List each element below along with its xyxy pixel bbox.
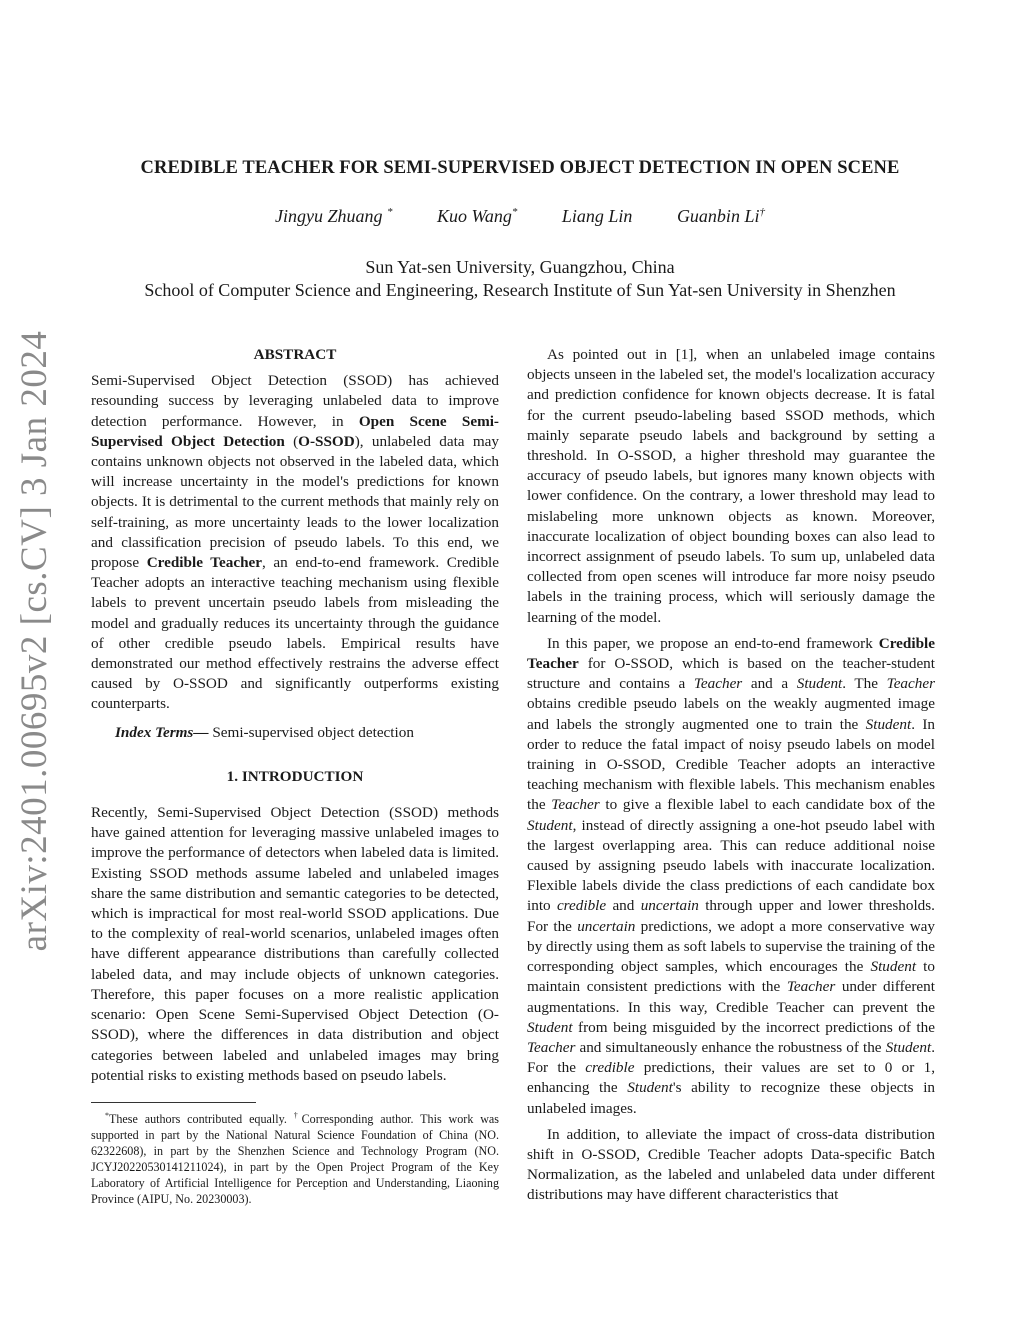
author bbox=[437, 206, 517, 226]
affiliation bbox=[60, 256, 980, 302]
author-name: Kuo Wang bbox=[437, 206, 512, 226]
right-column bbox=[527, 345, 935, 1206]
footnote: *These authors contributed equally. †Corresponding author. This work was supported in part by the National Natural Science Foundation of China (NO. 62322608), in part by the Shenzhen Science and Technology Program (NO. JCYJ20220530141211024), in part by the Open Project Program of the Key Laboratory of Artificial Intelligence for Perception and Understanding, Liaoning Province (AIPU, No. 20230003). bbox=[91, 1110, 500, 1206]
author bbox=[562, 206, 633, 226]
body-paragraph: In addition, to alleviate the impact of cross-data distribution shift in O-SSOD, Credible Teacher adopts Data-specific Batch Normalization, as the labeled and unlabeled data under different distributions may have different characteristics that bbox=[527, 1125, 935, 1204]
body-paragraph: As pointed out in [1], when an unlabeled image contains objects unseen in the labeled set, the model's localization accuracy and prediction confidence for known objects decrease. It is fatal for the current pseudo-labeling based SSOD methods, which mainly separate pseudo labels and background by setting a threshold. In O-SSOD, a higher threshold may guarantee the accuracy of pseudo labels, but ignores many known objects with lower confidence. On the contrary, a lower threshold may lead to mislabeling more unknown objects as known. Moreover, inaccurate localization of object bounding boxes can also lead to incorrect assignment of pseudo labels. To sum up, unlabeled data collected from open scenes will introduce far more noisy pseudo labels in the training process, which will seriously damage the learning of the model. bbox=[527, 346, 935, 626]
author bbox=[275, 206, 393, 226]
author-mark: † bbox=[759, 206, 765, 218]
index-terms: Index Terms— Semi-supervised object detection bbox=[115, 723, 414, 741]
footnote-divider bbox=[91, 1102, 256, 1103]
introduction-paragraph: Recently, Semi-Supervised Object Detection (SSOD) methods have gained attention for leveraging massive unlabeled images to improve the performance of detectors when labeled data is limited. Existing SSOD methods assume labeled and unlabeled images share the same distribution and semantic categories to be detected, which is impractical for most real-world SSOD applications. Due to the complexity of real-world scenarios, unlabeled images often have different appearance distributions than carefully collected labeled data, and may include objects of unknown categories. Therefore, this paper focuses on a more realistic application scenario: Open Scene Semi-Supervised Object Detection (O-SSOD), where the differences in data distribution and object categories between labeled and unlabeled images may bring potential risks to existing methods based on pseudo labels. bbox=[91, 804, 499, 1084]
index-terms-label: Index Terms— bbox=[115, 723, 209, 741]
term-o-ssod: O-SSOD bbox=[298, 432, 355, 450]
author-mark: * bbox=[511, 206, 518, 218]
term-o-ssod-full: Open Scene Semi-Supervised Object Detection bbox=[91, 412, 499, 450]
body-paragraph: In this paper, we propose an end-to-end framework Credible Teacher for O-SSOD, which is based on the teacher-student structure and contains a Teacher and a Student. The Teacher obtains credible pseudo labels on the weakly augmented image and labels the strongly augmented one to train the Student. In order to reduce the fatal impact of noisy pseudo labels on model training in O-SSOD, Credible Teacher adopts an interactive teaching mechanism with flexible labels. This mechanism enables the Teacher to give a flexible label to each candidate box of the Student, instead of directly assigning a one-hot pseudo label with the largest overlapping area. This can reduce additional noise caused by assigning pseudo labels with inaccurate localization. Flexible labels divide the class predictions of each candidate box into credible and uncertain through upper and lower thresholds. For the uncertain predictions, we adopt a more conservative way by directly using them as soft labels to supervise the training of the corresponding object samples, which encourages the Student to maintain consistent predictions with the Teacher under different augmentations. In this way, Credible Teacher can prevent the Student from being misguided by the incorrect predictions of the Teacher and simultaneously enhance the robustness of the Student. For the credible predictions, their values are set to 0 or 1, enhancing the Student's ability to recognize these objects in unlabeled images. bbox=[527, 634, 936, 1117]
introduction-heading: 1. INTRODUCTION bbox=[226, 767, 364, 785]
left-column bbox=[91, 345, 499, 1207]
affiliation-school: School of Computer Science and Engineering, Research Institute of Sun Yat-sen University in Shenzhen bbox=[144, 280, 896, 300]
author-name: Liang Lin bbox=[561, 206, 633, 226]
author-list bbox=[60, 206, 980, 227]
affiliation-university: Sun Yat-sen University, Guangzhou, China bbox=[365, 257, 675, 277]
arxiv-identifier-stamp: arXiv:2401.00695v2 [cs.CV] 3 Jan 2024 bbox=[14, 330, 55, 952]
term-credible-teacher: Credible Teacher bbox=[146, 554, 262, 572]
abstract-heading: ABSTRACT bbox=[253, 346, 337, 363]
author-name: Jingyu Zhuang bbox=[275, 206, 383, 226]
author-name: Guanbin Li bbox=[676, 206, 760, 226]
abstract-text: Semi-Supervised Object Detection (SSOD) has achieved resounding success by leveraging unlabeled data to improve detection performance. However, in Open Scene Semi-Supervised Object Detection (O-SSOD), unlabeled data may contains unknown objects not observed in the labeled data, which will increase uncertainty in the model's predictions for known objects. It is detrimental to the current methods that mainly rely on self-training, as more uncertainty leads to the lower localization and classification precision of pseudo labels. To this end, we propose Credible Teacher, an end-to-end framework. Credible Teacher adopts an interactive teaching mechanism using flexible labels to prevent uncertain pseudo labels from misleading the model and gradually reduces its uncertainty through the guidance of other credible pseudo labels. Empirical results have demonstrated our method effectively restrains the adverse effect caused by O-SSOD and significantly outperforms existing counterparts. bbox=[91, 372, 499, 713]
author-mark: * bbox=[387, 206, 393, 218]
author bbox=[677, 206, 765, 226]
paper-title: CREDIBLE TEACHER FOR SEMI-SUPERVISED OBJECT DETECTION IN OPEN SCENE bbox=[140, 158, 900, 178]
